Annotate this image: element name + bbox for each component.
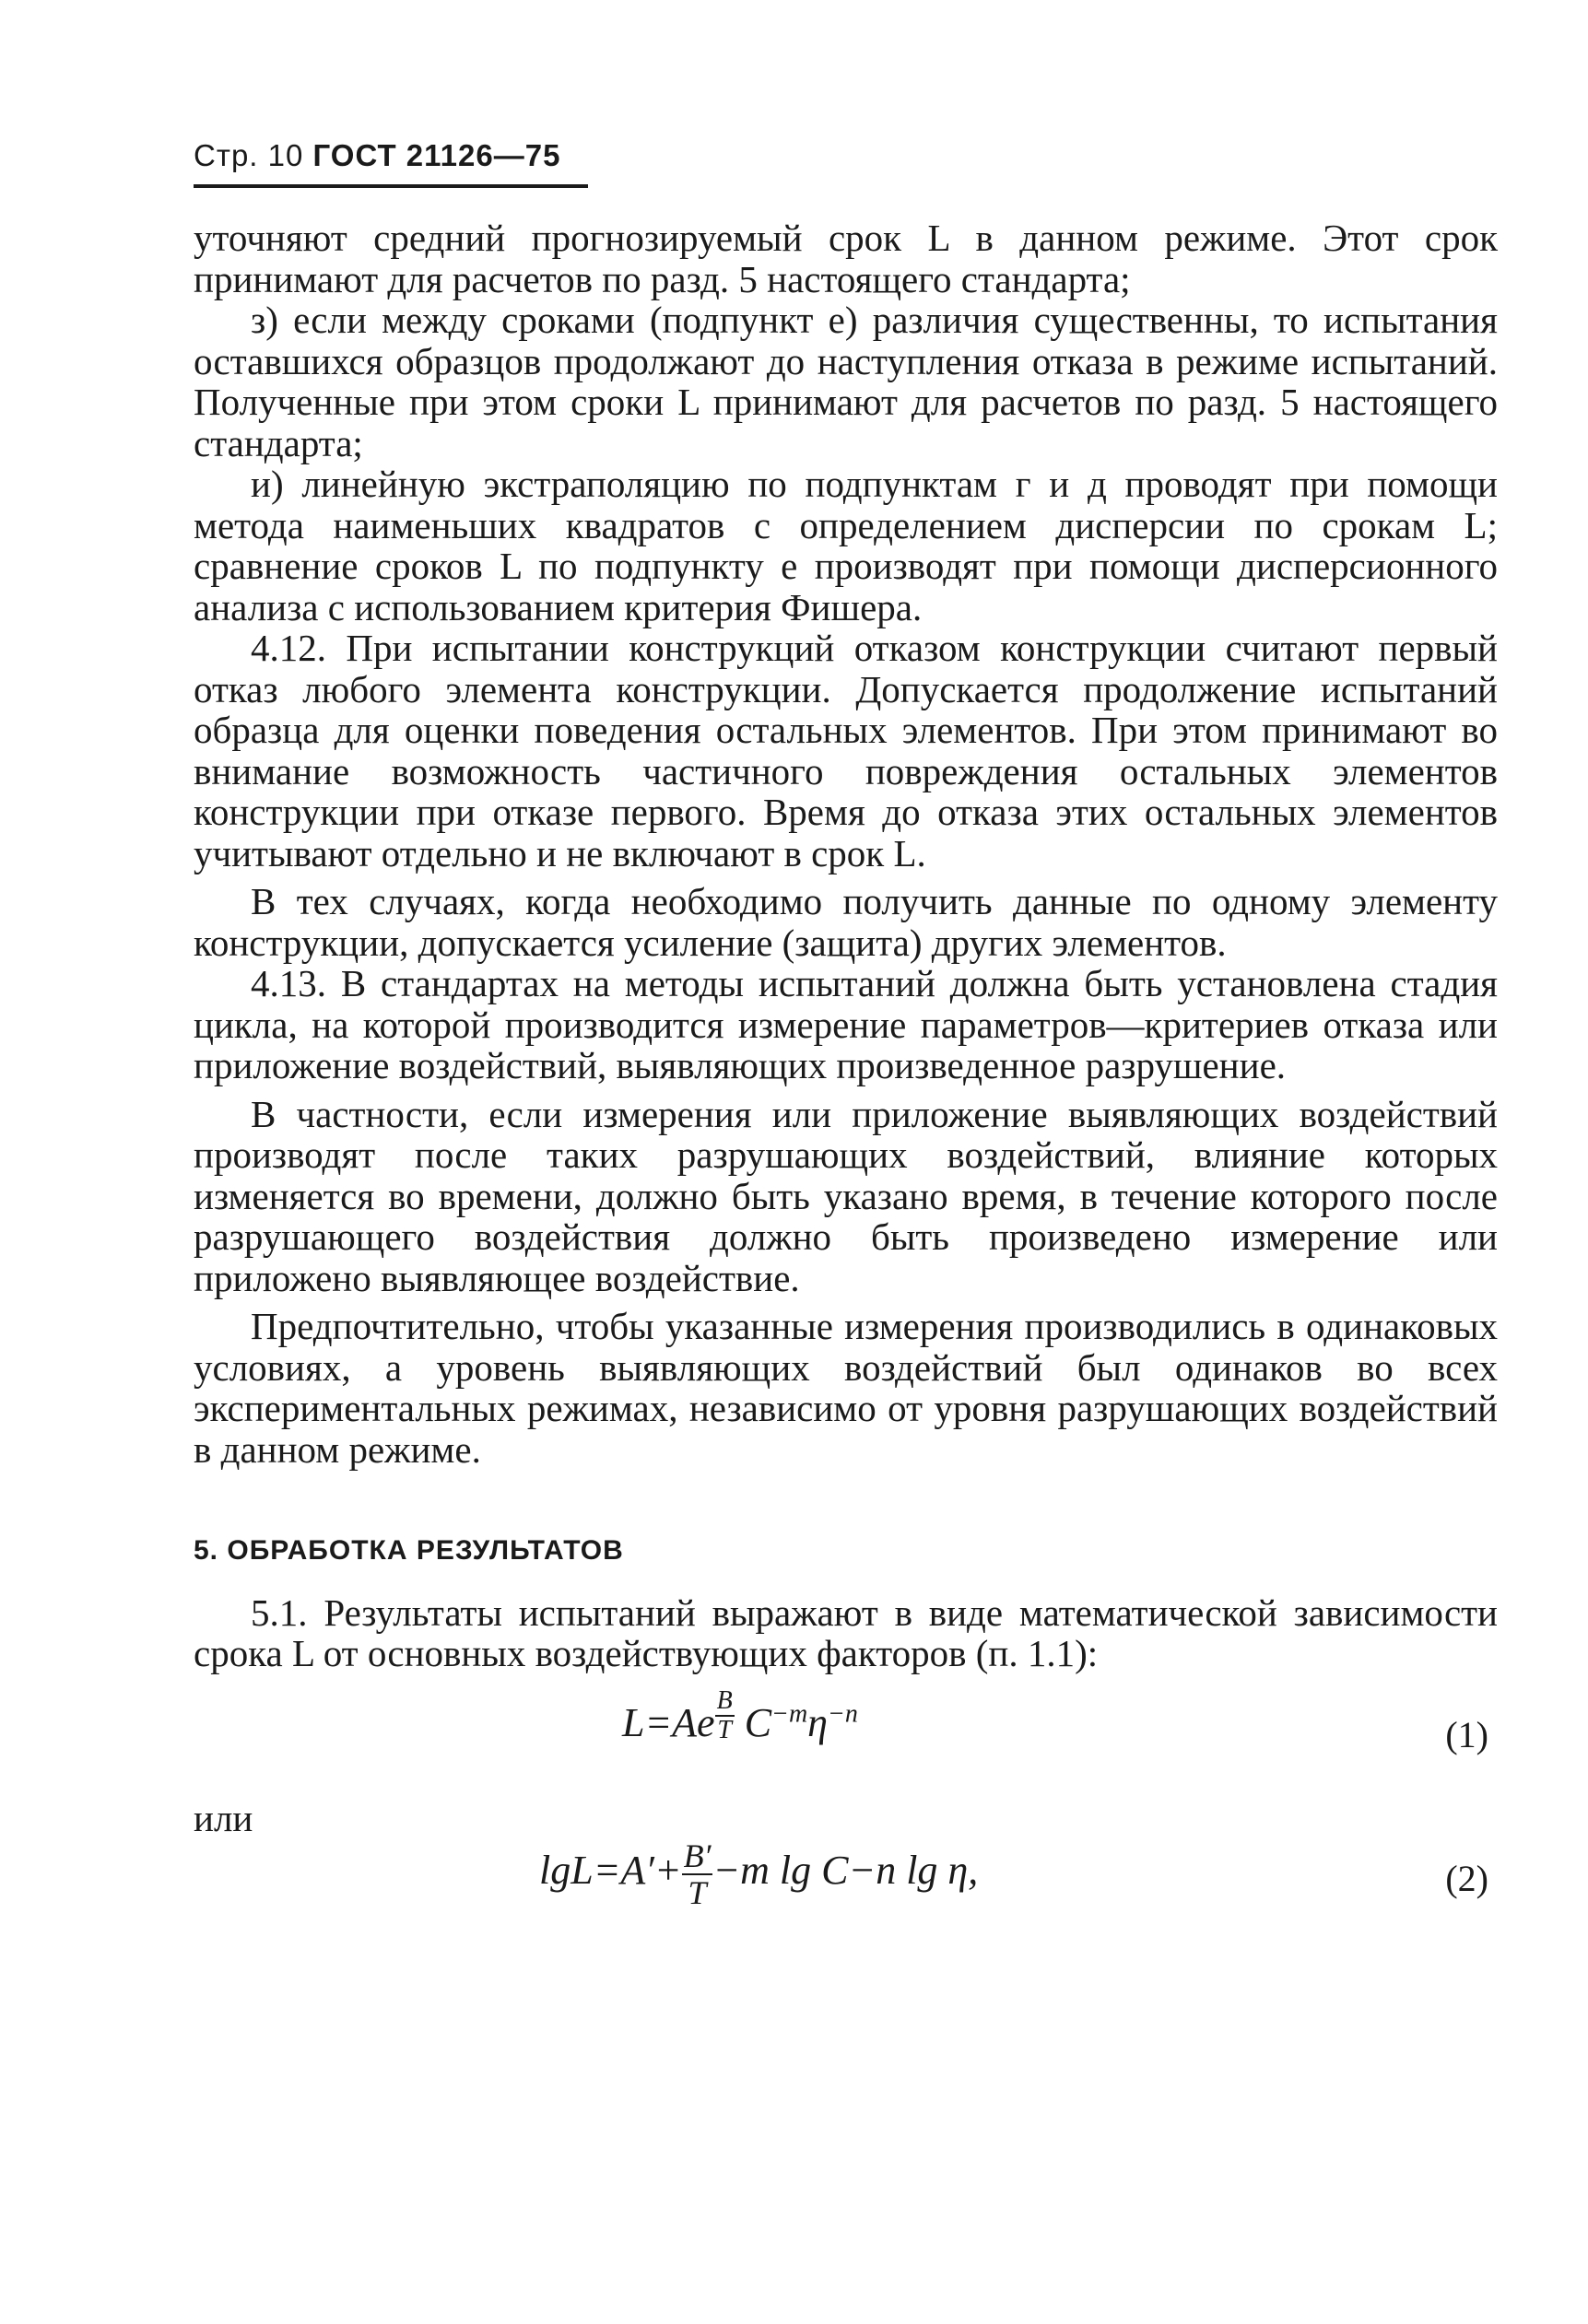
formula-2-number: (2) — [1445, 1858, 1488, 1899]
paragraph: 4.13. В стандартах на методы испытаний должна быть установлена стадия цикла, на которой производится измерение параметров—критериев отказа или приложение воздействий, выявляющих произведенное разрушение. — [194, 962, 1498, 1086]
formula-2-fraction — [682, 1838, 713, 1910]
paragraph: и) линейную экстраполяцию по подпунктам г и д проводят при помощи метода наименьших квадратов с определением дисперсии по срокам L; сравнение сроков L по подпункту е производят при помощи дисперсионного анализа с использованием критерия Фишера. — [194, 463, 1498, 628]
formula-1-eta: η — [807, 1699, 828, 1745]
paragraph: Предпочтительно, чтобы указанные измерения производились в одинаковых условиях, а уровень выявляющих воздействий был одинаков во всех экспериментальных режимах, независимо от уровня разрушающих воздействий в данном режиме. — [194, 1305, 1498, 1471]
formula-1-c-exponent: −m — [771, 1698, 808, 1728]
standard-code: ГОСТ 21126—75 — [312, 138, 561, 172]
paragraph: з) если между сроками (подпункт е) различия существенны, то испытания оставшихся образцов продолжают до наступления отказа в режиме испытаний. Полученные при этом сроки L принимают для расчетов по разд. 5 настоящего стандарта; — [194, 299, 1498, 464]
formula-1-exp-denominator: T — [717, 1715, 732, 1744]
formula-2-expression — [539, 1838, 978, 1910]
paragraph: 5.1. Результаты испытаний выражают в виде математической зависимости срока L от основных воздействующих факторов (п. 1.1): — [194, 1590, 1498, 1674]
formula-1 — [194, 1687, 1498, 1798]
formula-1-number: (1) — [1445, 1713, 1488, 1755]
formula-2-rhs: −m lg C−n lg η, — [712, 1848, 979, 1894]
paragraph: 4.12. При испытании конструкций отказом конструкции считают первый отказ любого элемента конструкции. Допускается продолжение испытаний образца для оценки поведения остальных элементов. При этом принимают во внимание возможность частичного повреждения остальных элементов конструкции при отказе первого. Время до отказа этих остальных элементов учитывают отдельно и не включают в срок L. — [194, 627, 1498, 874]
formula-2-numerator: B′ — [683, 1837, 712, 1874]
formula-1-exponent — [715, 1687, 735, 1744]
section-heading: 5. ОБРАБОТКА РЕЗУЛЬТАТОВ — [194, 1535, 624, 1566]
formula-1-eta-exponent: −n — [828, 1698, 858, 1728]
paragraph: В тех случаях, когда необходимо получить данные по одному элементу конструкции, допускается усиление (защита) других элементов. — [194, 880, 1498, 964]
formula-2-denominator: T — [688, 1874, 707, 1911]
formula-2 — [194, 1838, 1498, 1949]
or-word: или — [194, 1796, 253, 1839]
paragraph: уточняют средний прогнозируемый срок L в данном режиме. Этот срок принимают для расчетов по разд. 5 настоящего стандарта; — [194, 217, 1498, 300]
formula-1-exp-numerator: B — [716, 1685, 733, 1715]
page-header — [194, 138, 560, 173]
formula-1-lhs: L=Ae — [622, 1699, 715, 1745]
formula-2-lhs: lgL=A′+ — [539, 1848, 682, 1894]
formula-1-expression — [622, 1687, 858, 1744]
paragraph: В частности, если измерения или приложение выявляющих воздействий производят после таких разрушающих воздействий, влияние которых изменяется во времени, должно быть указано время, в течение которого после разрушающего воздействия должно быть произведено измерение или приложено выявляющее воздействие. — [194, 1092, 1498, 1299]
document-body — [194, 217, 1498, 1949]
header-rule — [194, 184, 588, 188]
formula-1-c: C — [744, 1699, 772, 1745]
page-number: Стр. 10 — [194, 138, 304, 172]
